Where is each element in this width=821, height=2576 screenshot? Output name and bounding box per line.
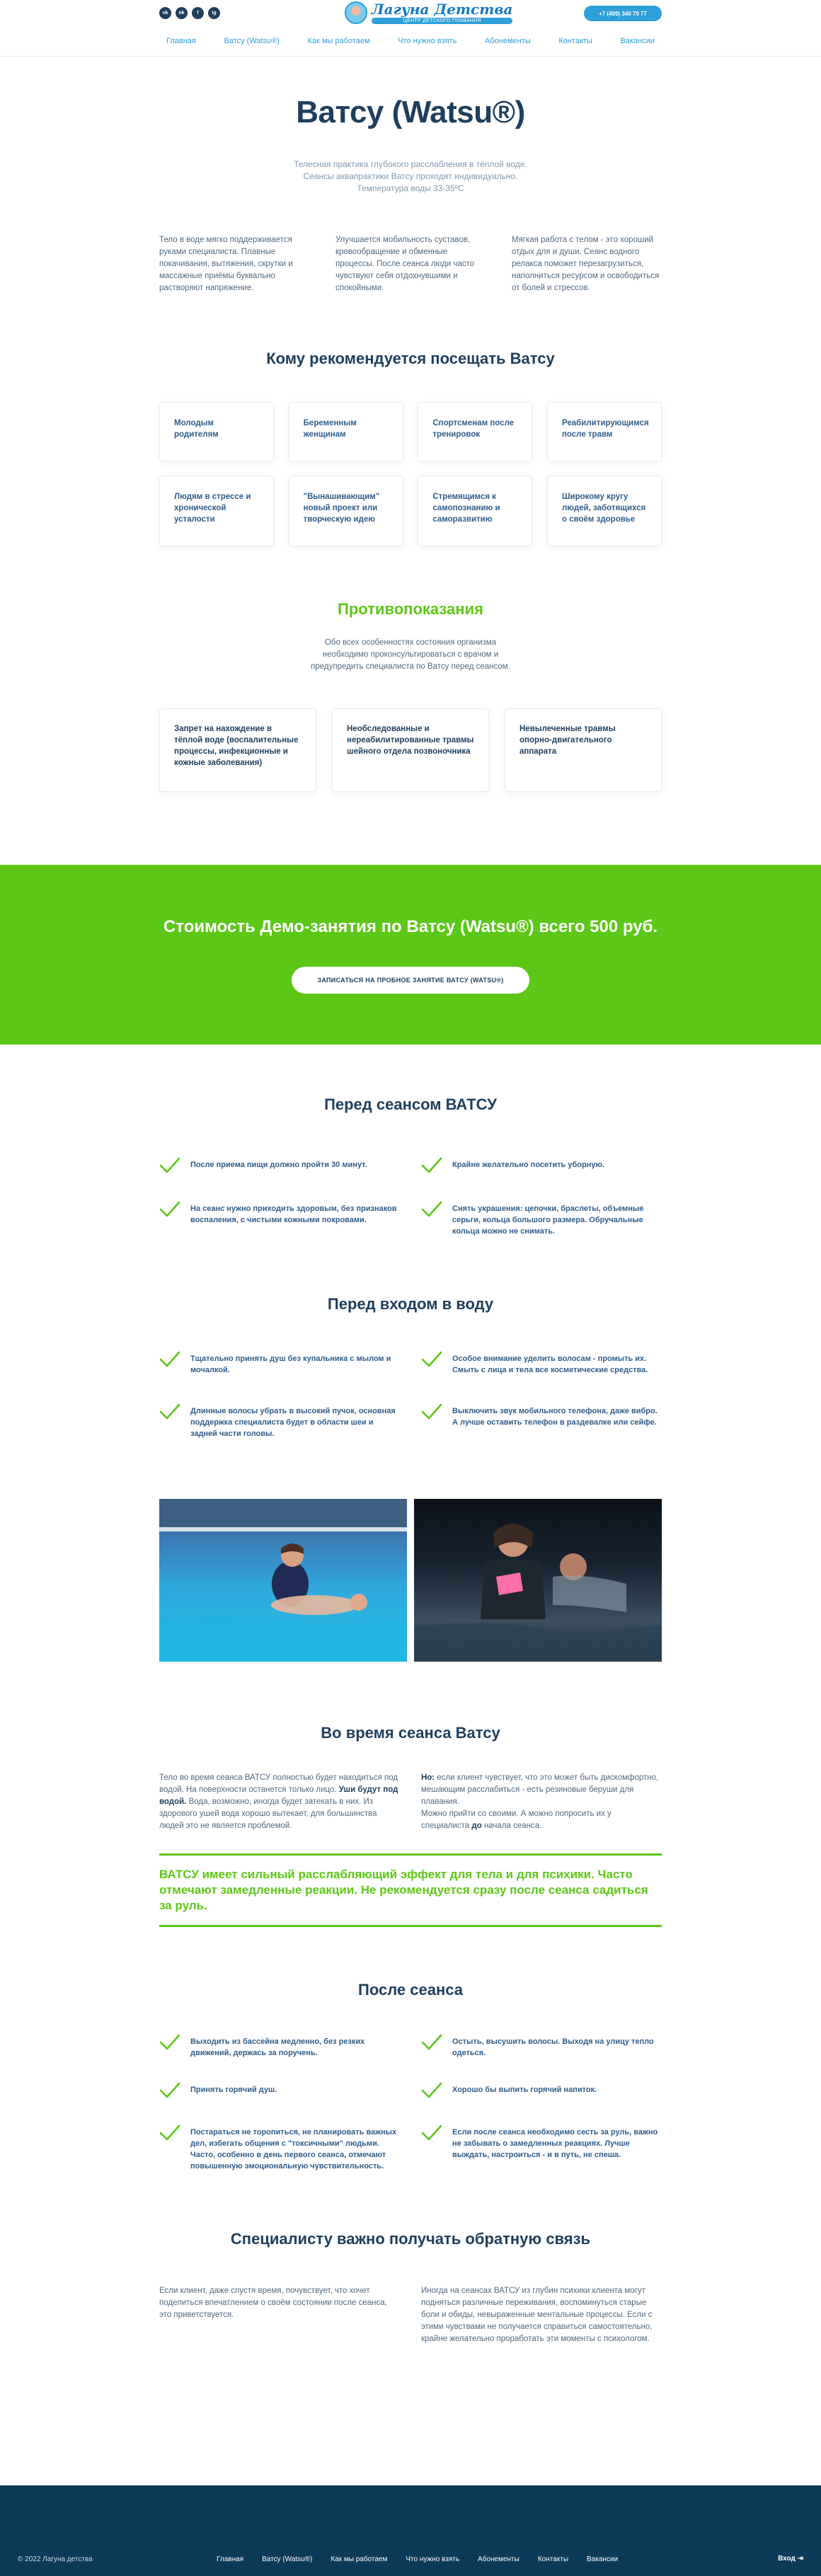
- site-header: [0, 0, 821, 57]
- during-right-part: Можно прийти со своими. А можно попросить их у специалиста: [421, 1810, 612, 1830]
- check-icon: [421, 1199, 442, 1220]
- nav-home[interactable]: Главная: [166, 37, 196, 45]
- checklist-item: [159, 1405, 400, 1439]
- recommended-card: Спортсменам после тренировок: [418, 402, 532, 461]
- page-title: Ватсу (Watsu®): [296, 95, 525, 130]
- checklist-item: [421, 1159, 662, 1176]
- hero-column-3: Мягкая работа с телом - это хороший отдых для и души. Сеанс водного релакса поможет перезагрузиться, наполниться ресурсом и освободиться от болей и стрессов.: [512, 236, 660, 292]
- checklist-text: Выключить звук мобильного телефона, даже вибро. А лучше оставить телефон в раздевалке или сейфе.: [452, 1407, 658, 1427]
- recommended-grid: [159, 402, 662, 546]
- before-checklist: [159, 1159, 662, 1237]
- pool-session-illustration: [159, 1499, 407, 1662]
- footer-nav: [217, 2555, 618, 2563]
- footer-nav-contacts[interactable]: Контакты: [537, 2555, 569, 2563]
- during-right-part: если клиент чувствует, что это может быть дискомфортно, мешающим расслабиться - есть резиновые беруши для плавания.: [421, 1773, 659, 1806]
- checklist-text: Если после сеанса необходимо сесть за руль, важно не забывать о замедленных реакциях. Лучше выждать, настроиться - и в путь, не спеша.: [452, 2128, 658, 2159]
- check-icon: [421, 1401, 442, 1422]
- checklist-item: [421, 1353, 662, 1376]
- check-icon: [159, 2080, 180, 2101]
- hero-column-2: Улучшается мобильность суставов, кровообращение и обменные процессы. После сеанса люди часто чувствуют себя отдохнувшими и спокойными.: [335, 236, 475, 292]
- feedback-title: Специалисту важно получать обратную связь: [230, 2230, 591, 2248]
- recommended-card: Широкому кругу людей, заботящихся о своём здоровье: [547, 476, 662, 546]
- check-icon: [421, 1349, 442, 1370]
- footer-nav-watsu[interactable]: Ватсу (Watsu®): [262, 2555, 313, 2563]
- during-left-part: Вода, возможно, иногда будет затекать в них. Из здорового ушей вода хорошо вытекает, для большинства людей это не является проблемой.: [159, 1798, 377, 1830]
- checklist-item: [421, 2127, 662, 2172]
- during-left-text: [159, 1772, 400, 1832]
- footer-nav-subscriptions[interactable]: Абонементы: [478, 2555, 519, 2563]
- check-icon: [421, 1155, 442, 1176]
- checklist-item: [159, 1159, 400, 1176]
- checklist-item: [159, 2127, 400, 2172]
- checklist-text: Постараться не торопиться, не планировать важных дел, избегать общения с "токсичными" людьми. Часто, особенно в день первого сеанса, отмечают повышенную эмоциональную чувствительность.: [190, 2128, 397, 2170]
- check-icon: [159, 1155, 180, 1176]
- checklist-item: [159, 1203, 400, 1237]
- recommended-card: Беременным женщинам: [289, 402, 403, 461]
- during-right-bold: до: [471, 1822, 482, 1830]
- phone-button[interactable]: +7 (499) 340 79 77: [584, 6, 662, 21]
- checklist-item: [159, 2036, 400, 2059]
- feedback-right-text: Иногда на сеансах ВАТСУ из глубин психики клиента могут подняться различные переживания, воспоминуться старые боли и обиды, невыраженные ментальные процессы. Если с этими чувствами не получается справиться самостоятельно, крайне желательно проработать эти моменты с психологом.: [421, 2287, 653, 2343]
- login-link[interactable]: [778, 2555, 803, 2563]
- entry-title: Перед входом в воду: [327, 1295, 494, 1313]
- checklist-text: Хорошо бы выпить горячий напиток.: [452, 2086, 597, 2094]
- vk-icon[interactable]: vk: [159, 7, 171, 19]
- checklist-item: [421, 2036, 662, 2059]
- dark-session-illustration: [414, 1499, 662, 1662]
- site-footer: [0, 2485, 821, 2576]
- check-icon: [421, 2122, 442, 2144]
- checklist-item: [159, 2084, 400, 2101]
- checklist-item: [421, 1405, 662, 1439]
- checklist-text: Принять горячий душ.: [190, 2086, 277, 2094]
- during-columns: [159, 1772, 662, 1832]
- instagram-icon[interactable]: ig: [208, 7, 220, 19]
- checklist-text: Снять украшения: цепочки, браслеты, объемные серьги, кольца большого размера. Обручальные кольца можно не снимать.: [452, 1204, 644, 1236]
- lower-content: [159, 1045, 662, 2345]
- recommended-title: Кому рекомендуется посещать Ватсу: [266, 350, 555, 367]
- checklist-item: [159, 1353, 400, 1376]
- main-nav: [166, 37, 655, 45]
- checklist-text: Выходить из бассейна медленно, без резких движений, держась за поручень.: [190, 2037, 365, 2057]
- warning-highlight: ВАТСУ имеет сильный расслабляющий эффект для тела и для психики. Часто отмечают замедленные реакции. Не рекомендуется сразу после сеанса садиться за руль.: [159, 1853, 662, 1927]
- logo[interactable]: [345, 1, 512, 24]
- during-right-part: начала сеанса.: [483, 1822, 542, 1830]
- login-icon: ⇥: [797, 2555, 803, 2563]
- check-icon: [159, 1401, 180, 1422]
- social-links: [159, 7, 220, 19]
- contra-grid: [159, 708, 662, 792]
- logo-subtitle: ЦЕНТР ДЕТСКОГО ПЛАВАНИЯ: [372, 18, 512, 24]
- before-title: Перед сеансом ВАТСУ: [324, 1096, 497, 1113]
- recommended-card: Реабилитирующимся после травм: [547, 402, 662, 461]
- check-icon: [421, 2080, 442, 2101]
- hero-lead: Телесная практика глубокого расслабления в тёплой воде. Сеансы аквапрактики Ватсу проходят индивидуально. Температура воды 33-35ºС: [294, 159, 527, 193]
- recommended-card: Молодым родителям: [159, 402, 274, 461]
- contra-text: Обо всех особенностях состояния организма необходимо проконсультироваться с врачом и предупредить специалиста по Ватсу перед сеансом.: [311, 638, 510, 671]
- checklist-text: Остыть, высушить волосы. Выходя на улицу тепло одеться.: [452, 2037, 654, 2057]
- during-left-bold: Уши будут под водой.: [159, 1786, 398, 1806]
- logo-mark-icon: [345, 1, 367, 24]
- after-title: После сеанса: [358, 1981, 463, 1999]
- trial-signup-button[interactable]: ЗАПИСАТЬСЯ НА ПРОБНОЕ ЗАНЯТИЕ ВАТСУ (WATSU®): [292, 967, 529, 994]
- footer-nav-how-we-work[interactable]: Как мы работаем: [331, 2555, 388, 2563]
- nav-watsu[interactable]: Ватсу (Watsu®): [224, 37, 280, 45]
- nav-what-to-bring[interactable]: Что нужно взять: [398, 37, 457, 45]
- hero-columns: [159, 234, 662, 294]
- nav-contacts[interactable]: Контакты: [558, 37, 592, 45]
- contra-card: Запрет на нахождение в тёплой воде (воспалительные процессы, инфекционные и кожные заболевания): [159, 708, 316, 792]
- recommended-card: "Вынашивающим" новый проект или творческую идею: [289, 476, 403, 546]
- watsu-dark-photo: [414, 1499, 662, 1662]
- checklist-text: Крайне желательно посетить уборную.: [452, 1161, 604, 1169]
- watsu-pool-photo: [159, 1499, 407, 1662]
- feedback-columns: [159, 2285, 662, 2345]
- promo-band: [0, 865, 821, 1045]
- check-icon: [159, 1199, 180, 1220]
- check-icon: [159, 2122, 180, 2144]
- contra-title: Противопоказания: [338, 600, 483, 618]
- checklist-text: Особое внимание уделить волосам - промыть их. Смыть с лица и тела все косметические средства.: [452, 1355, 648, 1374]
- copyright: © 2022 Лагуна детства: [18, 2555, 93, 2563]
- logo-title: Лагуна Детства: [372, 0, 513, 18]
- checklist-item: [421, 1203, 662, 1237]
- ok-icon[interactable]: ok: [176, 7, 188, 19]
- recommended-card: Стремящимся к самопознанию и саморазвитию: [418, 476, 532, 546]
- after-checklist: [159, 2036, 662, 2172]
- contra-card: Необследованные и нереабилитированные травмы шейного отдела позвоночника: [332, 708, 489, 792]
- during-left-part: Тело во время сеанса ВАТСУ полностью будет находиться под водой. На поверхности останется только лицо.: [159, 1773, 398, 1794]
- checklist-text: Длинные волосы убрать в высокий пучок, основная поддержка специалиста будет в области шеи и задней части головы.: [190, 1407, 396, 1438]
- nav-vacancies[interactable]: Вакансии: [620, 37, 655, 45]
- check-icon: [159, 2032, 180, 2053]
- checklist-text: После приема пищи должно пройти 30 минут.: [190, 1161, 367, 1169]
- entry-checklist: [159, 1353, 662, 1439]
- check-icon: [159, 1349, 180, 1370]
- login-label: Вход: [778, 2555, 796, 2563]
- check-icon: [421, 2032, 442, 2053]
- footer-nav-what-to-bring[interactable]: Что нужно взять: [406, 2555, 460, 2563]
- photo-row: [159, 1499, 662, 1662]
- during-title: Во время сеанса Ватсу: [321, 1724, 500, 1742]
- contra-card: Невылеченные травмы опорно-двигательного аппарата: [505, 708, 662, 792]
- facebook-icon[interactable]: f: [192, 7, 204, 19]
- promo-title: Стоимость Демо-занятия по Ватсу (Watsu®) всего 500 руб.: [163, 917, 658, 936]
- hero-column-1: Тело в воде мягко поддерживается руками специалиста. Плавные покачивания, вытяжения, скрутки и массажные приёмы буквально растворяют напряжение.: [159, 236, 293, 292]
- footer-nav-vacancies[interactable]: Вакансии: [587, 2555, 619, 2563]
- recommended-card: Людям в стрессе и хронической усталости: [159, 476, 274, 546]
- checklist-text: На сеанс нужно приходить здоровым, без признаков воспаления, с чистыми кожными покровами.: [190, 1204, 397, 1224]
- feedback-left-text: Если клиент, даже спустя время, почувствует, что хочет поделиться впечатлением о своём состоянии после сеанса, это приветствуется.: [159, 2287, 387, 2319]
- nav-how-we-work[interactable]: Как мы работаем: [307, 37, 370, 45]
- nav-subscriptions[interactable]: Абонементы: [485, 37, 531, 45]
- footer-nav-home[interactable]: Главная: [217, 2555, 244, 2563]
- during-right-text: [421, 1772, 662, 1832]
- checklist-item: [421, 2084, 662, 2101]
- during-right-bold: Но:: [421, 1773, 435, 1782]
- checklist-text: Тщательно принять душ без купальника с мылом и мочалкой.: [190, 1355, 391, 1374]
